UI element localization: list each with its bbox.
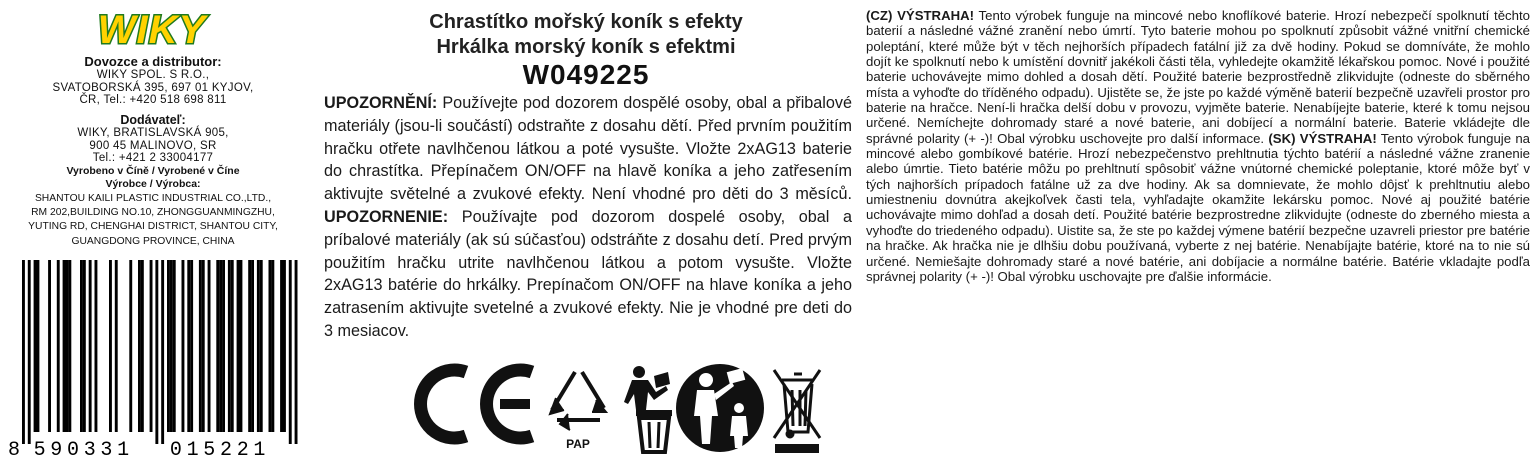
barcode-bar [37,260,40,432]
barcode-bar [167,260,170,432]
product-panel [318,0,854,456]
barcode-bar [109,260,112,432]
barcode-bar [141,260,144,432]
certification-symbols [404,358,844,456]
barcode-bar [257,260,260,432]
barcode-bar [170,260,173,432]
barcode-bar [237,260,240,432]
barcode-graphic [8,260,298,456]
barcode-bar [48,260,51,432]
barcode-bar [115,260,118,432]
barcode-bar [63,260,66,432]
barcode-bar [95,260,98,432]
manufacturer-address [0,192,306,249]
manufacturer-line: GUANGDONG PROVINCE, CHINA [71,235,235,247]
battery-warning-label-cz: (CZ) VÝSTRAHA! [866,8,975,23]
barcode-bar [248,260,251,432]
barcode-digits-right: 015221 [169,439,271,456]
manufacturer-line: SHANTOU KAILI PLASTIC INDUSTRIAL CO.,LTD., [34,193,272,204]
barcode-bar [83,260,86,432]
age-warning-icon [676,364,764,452]
barcode-bar [129,260,132,432]
barcode-digit-first: 8 [8,439,25,456]
barcode-bar [155,260,158,444]
barcode-bar [283,260,286,432]
battery-warning [866,8,1530,284]
barcode-bar [22,260,25,444]
barcode-bar [199,260,202,432]
barcode-bar [289,260,292,444]
crossed-bin-weee-icon [774,370,820,453]
barcode-bar [190,260,193,432]
barcode-bar [66,260,69,432]
distributor-line: SVATOBORSKÁ 395, 697 01 KYJOV, [52,81,254,94]
barcode-bar [68,260,71,432]
distributor-line: WIKY SPOL. S R.O., [96,69,210,81]
ean-barcode [8,260,298,456]
barcode-bar [219,260,222,432]
distributor-line: ČR, Tel.: +420 518 698 811 [79,94,227,107]
supplier-line: Tel.: +421 2 33004177 [92,152,214,165]
barcode-bar [80,260,83,432]
recycling-pap-icon [550,372,606,451]
supplier-line: WIKY, BRATISLAVSKÁ 905, [77,127,229,139]
barcode-bar [187,260,190,432]
barcode-bar [240,260,243,432]
barcode-bar [269,260,272,432]
manufacturer-line: RM 202,BUILDING NO.10, ZHONGGUANMINGZHU, [31,207,275,219]
barcode-digits-left: 590331 [33,439,134,456]
battery-warning-label-sk: (SK) VÝSTRAHA! [1268,130,1377,146]
barcode-bar [222,260,225,432]
distributor-address [0,69,306,107]
barcode-bar [208,260,211,432]
barcode-bar [57,260,60,432]
barcode-bar [150,260,153,432]
pap-label: PAP [566,437,590,451]
battery-warning-text-cz: Tento výrobek funguje na mincové nebo knoflíkové baterie. Hrozí nebezpečí spolknutí těchto baterií a následné vážné zranění nebo úmrtí. Tyto baterie mohou po spolknutí způsobit vážné vnitřní chemické poleptání, které může být v těch nejhorších případech fatální již za dvě hodiny. Pokud se domníváte, že mohlo dojít ke spolknutí nebo k umístění dovnitř jakékoli části těla, vyhledejte okamžitě lékařskou pomoc. Nové i použité baterie uchovávejte mimo dohled a dosah dětí. Použité baterie bezprostředně zlikvidujte (odneste do sběrného místa a vyhoďte do tříděného odpadu). Ujistěte se, že jste po každé výměně baterií bezpečně uzavřeli prostor pro baterie na hračce. Není-li hračka delší dobu v provozu, vyjměte baterie. Nenabíjejte baterie, které k tomu nejsou určené. Nemíchejte dohromady staré a nové baterie, ani dobíjecí a normální baterie. Baterie vkládejte dle správné polarity (+ -)! Obal výrobku uschovejte pro další informace. [866,8,1530,146]
barcode-bar [202,260,205,432]
supplier-line: 900 45 MALINOVO, SR [89,139,217,152]
warning-label-sk: UPOZORNENIE: [324,207,449,226]
barcode-bar [138,260,141,432]
barcode-bar [228,260,231,432]
product-title-cz: Chrastítko mořský koník s efekty [429,11,743,33]
barcode-bar [280,260,283,432]
country-of-origin: Vyrobeno v Číně / Vyrobené v Číne [66,165,240,177]
logo-text: WIKY [97,8,207,51]
barcode-bar [173,260,176,432]
warning-text-sk: Používajte pod dozorom dospelé osoby, obal a príbalové materiály (ak sú súčasťou) odstráňte z dosahu detí. Pred prvým použitím hračku utrite navlhčenou látkou a potom vysušte. Vložte 2xAG13 batérie do hrkálky. Prepínačom ON/OFF na hlave koníka a jeho zatrasením aktivujte svetelné a zvukové efekty. Nie je vhodné pre deti do 3 mesiacov. [324,207,852,340]
warning-text-cz: Používejte pod dozorem dospělé osoby, obal a přibalové materiály (jsou-li součástí) odstraňte z dosahu dětí. Před prvním použitím hračku otřete navlhčenou látkou a poté vysušte. Vložte 2xAG13 baterie do chrastítka. Přepínačem ON/OFF na hlavě koníka a jeho zatřesením aktivujte světelné a zvukové efekty. Není vhodné pro děti do 3 měsíců. [324,94,852,204]
barcode-bar [231,260,234,432]
supplier-address [0,127,306,165]
usage-warning [324,92,852,343]
barcode-bar [295,260,298,444]
product-code: W049225 [522,59,650,90]
manufacturer-line: YUTING RD, CHENGHAI DISTRICT, SHANTOU CITY, [28,221,278,233]
barcode-bar [34,260,37,432]
battery-warning-text-sk: Tento výrobok funguje na mincové alebo gombíkové batérie. Hrozí nebezpečenstvo prehltnutia týchto batérií a následné vážne zranenie alebo úmrtie. Tieto batérie môžu po prehltnutí spôsobiť vážne vnútorné chemické poleptanie, ktoré môže byť v tých najhorších prípadoch fatálne už za dve hodiny. Ak sa domnievate, že mohlo dôjsť k prehltnutiu alebo umiestneniu dovnútra akejkoľvek časti tela, vyhľadajte okamžite lekársku pomoc. Nové aj použité batérie uchovávajte mimo dohľad a dosah detí. Použité batérie bezprostredne zlikvidujte (odneste do zberného miesta a vyhoďte do triedeného odpadu). Uistite sa, že ste po každej výmene batérií bezpečne uzavreli priestor pre batérie na hračke. Ak hračka nie je dlhšiu dobu používaná, vyberte z nej batérie. Nenabíjajte batérie, ktoré na to nie sú určené. Nemiešajte dohromady staré a nové batérie, ani dobíjacie a normálne batérie. Batérie vkladajte podľa správnej polarity (+ -)! Obal výrobku uschovajte pre ďalšie informácie. [866,130,1530,284]
barcode-bar [251,260,254,432]
barcode-bar [161,260,164,444]
barcode-bar [182,260,185,432]
barcode-bar [271,260,274,432]
barcode-bar [260,260,263,432]
supplier-heading: Dodávateľ: [120,113,186,127]
barcode-bar [28,260,31,444]
product-title-sk: Hrkálka morský koník s efektmi [436,36,736,58]
barcode-bar [89,260,92,432]
tidyman-bin-icon [624,366,672,452]
manufacturer-heading: Výrobce / Výrobca: [105,178,201,190]
importer-panel [0,0,306,456]
distributor-heading: Dovozce a distributor: [84,54,222,69]
ce-mark-icon [421,370,532,438]
wiky-logo [86,5,218,51]
warning-label-cz: UPOZORNĚNÍ: [324,94,438,112]
barcode-bar [216,260,219,432]
